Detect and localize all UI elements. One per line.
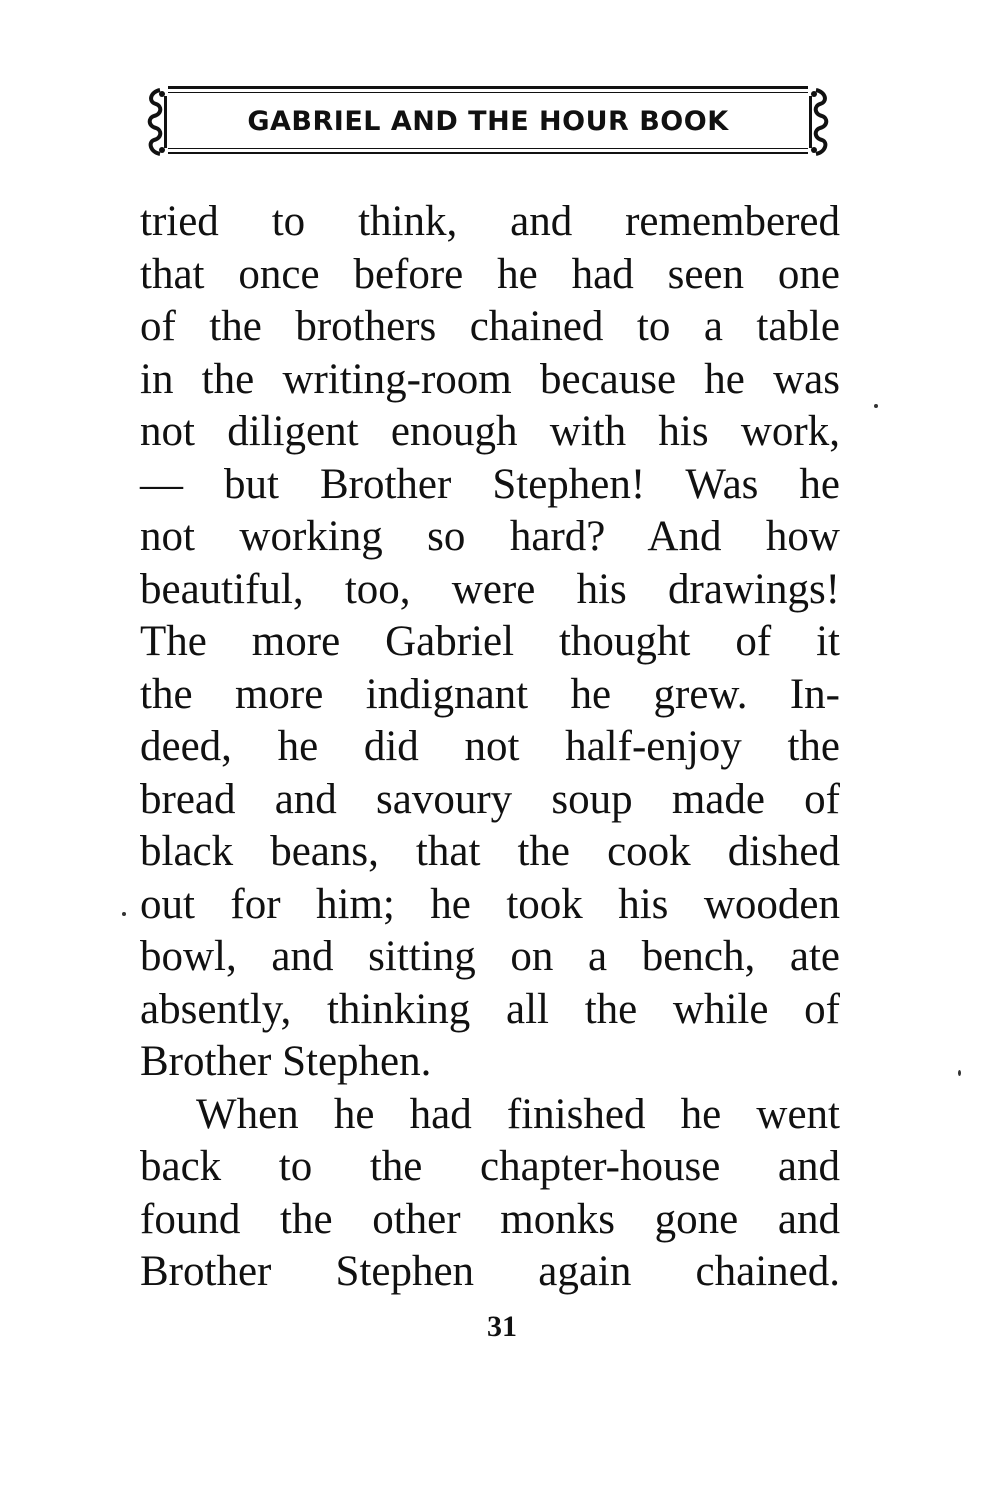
text-line: Brother Stephen again chained.: [140, 1248, 840, 1295]
body-text: [140, 196, 840, 1299]
running-title: GABRIEL AND THE HOUR BOOK: [247, 106, 729, 137]
header-rule-top-thin: [168, 92, 808, 93]
text-line: Brother Stephen.: [140, 1038, 432, 1085]
paragraph: [140, 1089, 840, 1299]
text-line: not working so hard? And how: [140, 513, 840, 560]
paper-speck: [958, 1070, 961, 1076]
header-rule-top: [168, 86, 808, 89]
text-line: of the brothers chained to a table: [140, 303, 840, 350]
text-line: out for him; he took his wooden: [140, 880, 840, 928]
text-line: the more indignant he grew. In-: [140, 670, 840, 718]
header-rule-bottom-thin: [168, 148, 808, 149]
text-line: tried to think, and remembered: [140, 198, 840, 245]
page-number: 31: [487, 1310, 517, 1343]
text-line: deed, he did not half-enjoy the: [140, 723, 840, 770]
header-rule-bottom: [168, 152, 808, 154]
text-line: found the other monks gone and: [140, 1195, 840, 1243]
text-line: black beans, that the cook dished: [140, 828, 840, 875]
text-line: in the writing-room because he was: [140, 355, 840, 403]
text-line: beautiful, too, were his drawings!: [140, 565, 840, 613]
text-line: absently, thinking all the while of: [140, 985, 840, 1033]
text-line: back to the chapter-house and: [140, 1143, 840, 1190]
paper-speck: [874, 404, 878, 408]
text-line: not diligent enough with his work,: [140, 408, 840, 455]
text-line: bowl, and sitting on a bench, ate: [140, 933, 840, 980]
text-line: bread and savoury soup made of: [140, 775, 840, 823]
paragraph: [140, 196, 840, 1089]
scroll-ornament-icon: [804, 88, 834, 156]
running-header: [138, 78, 838, 170]
paper-speck: [122, 912, 126, 916]
text-line: — but Brother Stephen! Was he: [140, 460, 840, 508]
text-line: that once before he had seen one: [140, 250, 840, 298]
text-line: When he had finished he went: [196, 1090, 840, 1138]
text-line: The more Gabriel thought of it: [140, 618, 840, 665]
